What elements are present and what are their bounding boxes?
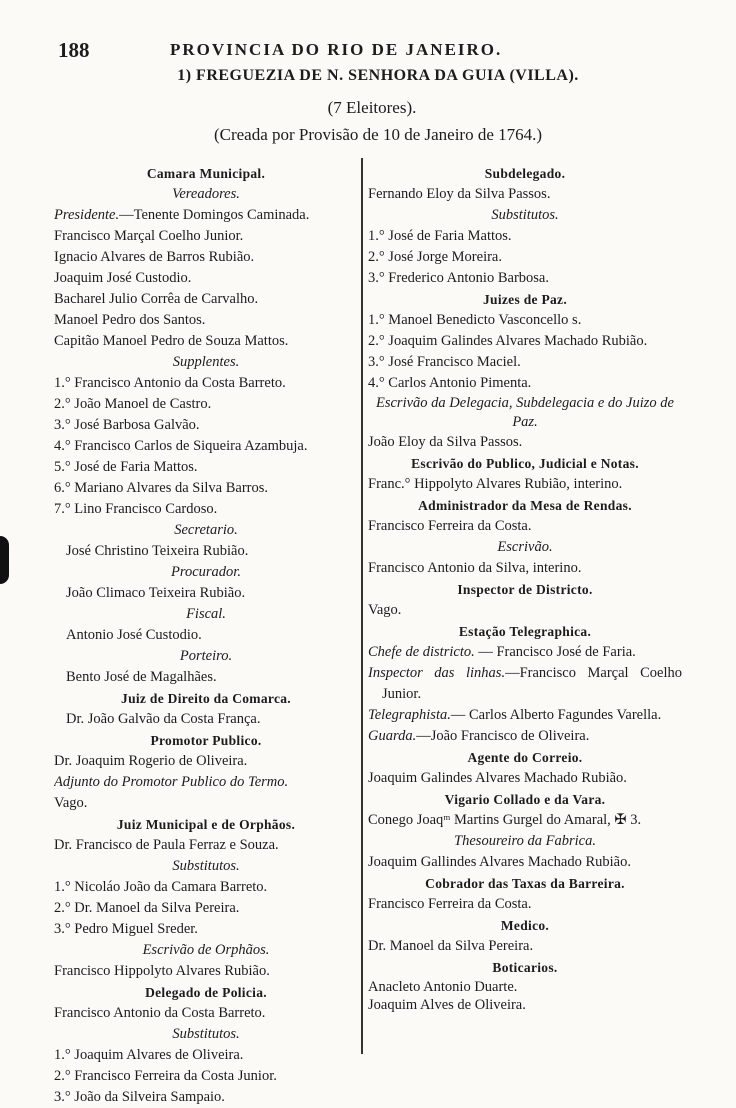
list-item: 2.° José Jorge Moreira.	[368, 249, 502, 265]
thesoureiro-name: Joaquim Gallindes Alvares Machado Rubião.	[368, 854, 631, 870]
secretario-title: Secretario.	[174, 522, 238, 538]
delegado-substitutos-title: Substitutos.	[172, 1026, 240, 1042]
telegraph-role: Inspector das linhas.	[368, 665, 506, 681]
administrador-name: Francisco Ferreira da Costa.	[368, 518, 532, 534]
list-item: 6.° Mariano Alvares da Silva Barros.	[54, 480, 268, 496]
escrivao-orphaos-title: Escrivão de Orphãos.	[142, 942, 270, 958]
escrivao-publico-title: Escrivão do Publico, Judicial e Notas.	[411, 456, 639, 471]
list-item: Manoel Pedro dos Santos.	[54, 312, 206, 328]
vereadores-title: Vereadores.	[172, 186, 240, 202]
telegraph-name: —João Francisco de Oliveira.	[416, 728, 590, 744]
list-item: 3.° Frederico Antonio Barbosa.	[368, 270, 549, 286]
telegraph-name: — Francisco José de Faria.	[474, 644, 636, 660]
list-item: Ignacio Alvares de Barros Rubião.	[54, 249, 255, 265]
list-item: 3.° Pedro Miguel Sreder.	[54, 921, 198, 937]
list-item: 2.° Dr. Manoel da Silva Pereira.	[54, 900, 240, 916]
promotor-title: Promotor Publico.	[150, 733, 262, 748]
cobrador-title: Cobrador das Taxas da Barreira.	[425, 876, 625, 891]
list-item: 2.° João Manoel de Castro.	[54, 396, 212, 412]
telegraph-entry	[368, 705, 682, 726]
delegado-title: Delegado de Policia.	[145, 985, 267, 1000]
juizes-paz-title: Juizes de Paz.	[482, 292, 568, 307]
list-item: Francisco Marçal Coelho Junior.	[54, 228, 244, 244]
agente-correio-name: Joaquim Galindes Alvares Machado Rubião.	[368, 770, 627, 786]
porteiro-title: Porteiro.	[179, 648, 233, 664]
telegraph-name: — Carlos Alberto Fagundes Varella.	[450, 707, 662, 723]
juiz-municipal-title: Juiz Municipal e de Orphãos.	[116, 817, 296, 832]
adjunto-title: Adjunto do Promotor Publico do Termo.	[54, 774, 289, 790]
agente-correio-title: Agente do Correio.	[467, 750, 583, 765]
page-number: 188	[58, 38, 90, 62]
telegraph-role: Chefe de districto.	[368, 644, 475, 660]
delegado-name: Francisco Antonio da Costa Barreto.	[54, 1005, 266, 1021]
camara-title: Camara Municipal.	[146, 166, 266, 181]
list-item: 7.° Lino Francisco Cardoso.	[54, 501, 218, 517]
list-item: Joaquim José Custodio.	[54, 270, 192, 286]
juiz-direito-name: Dr. João Galvão da Costa França.	[66, 711, 261, 727]
administrador-title: Administrador da Mesa de Rendas.	[418, 498, 632, 513]
escrivao-rendas-name: Francisco Antonio da Silva, interino.	[368, 560, 582, 576]
list-item: 3.° José Barbosa Galvão.	[54, 417, 200, 433]
juiz-direito-title: Juiz de Direito da Comarca.	[121, 691, 291, 706]
list-item: 1.° Francisco Antonio da Costa Barreto.	[54, 375, 286, 391]
telegraph-entry	[368, 663, 682, 705]
fiscal-title: Fiscal.	[186, 606, 226, 622]
presidente-line	[54, 205, 358, 226]
list-item: Capitão Manoel Pedro de Souza Mattos.	[54, 333, 289, 349]
subdelegado-title: Subdelegado.	[484, 166, 566, 181]
list-item: 2.° Francisco Ferreira da Costa Junior.	[54, 1068, 277, 1084]
left-column	[54, 163, 358, 1108]
telegraph-role: Telegraphista.	[368, 707, 451, 723]
escrivao-delegacia-title: Escrivão da Delegacia, Subdelegacia e do Juizo de Paz.	[376, 395, 674, 430]
presidente-name: —Tenente Domingos Caminada.	[119, 207, 310, 223]
telegraph-entry	[368, 726, 682, 747]
medico-name: Dr. Manoel da Silva Pereira.	[368, 938, 534, 954]
thesoureiro-title: Thesoureiro da Fabrica.	[454, 833, 596, 849]
escrivao-orphaos-name: Francisco Hippolyto Alvares Rubião.	[54, 963, 270, 979]
vigario-title: Vigario Collado e da Vara.	[444, 792, 606, 807]
list-item: Joaquim Alves de Oliveira.	[368, 997, 526, 1013]
right-column	[368, 163, 682, 1014]
cobrador-name: Francisco Ferreira da Costa.	[368, 896, 532, 912]
electors-count: (7 Eleitores).	[327, 98, 417, 117]
fiscal-name: Antonio José Custodio.	[66, 627, 202, 643]
substitutos-title: Substitutos.	[491, 207, 559, 223]
running-head: PROVINCIA DO RIO DE JANEIRO.	[170, 40, 503, 59]
porteiro-name: Bento José de Magalhães.	[66, 669, 217, 685]
list-item: 4.° Francisco Carlos de Siqueira Azambuja.	[54, 438, 308, 454]
medico-title: Medico.	[500, 918, 550, 933]
escrivao-delegacia-name: João Eloy da Silva Passos.	[368, 434, 523, 450]
boticarios-title: Boticarios.	[492, 960, 558, 975]
ink-blot	[0, 536, 9, 584]
presidente-label: Presidente.	[54, 207, 120, 223]
list-item: Bacharel Julio Corrêa de Carvalho.	[54, 291, 259, 307]
creation-note: (Creada por Provisão de 10 de Janeiro de 1764.)	[213, 125, 543, 144]
adjunto-name: Vago.	[54, 795, 88, 811]
inspector-title: Inspector de Districto.	[457, 582, 593, 597]
telegraph-role: Guarda.	[368, 728, 417, 744]
procurador-name: João Climaco Teixeira Rubião.	[66, 585, 246, 601]
list-item: 2.° Joaquim Galindes Alvares Machado Rubião.	[368, 333, 648, 349]
list-item: Anacleto Antonio Duarte.	[368, 979, 518, 995]
list-item: 1.° Nicoláo João da Camara Barreto.	[54, 879, 268, 895]
juiz-municipal-name: Dr. Francisco de Paula Ferraz e Souza.	[54, 837, 279, 853]
list-item: 3.° José Francisco Maciel.	[368, 354, 521, 370]
list-item: 4.° Carlos Antonio Pimenta.	[368, 375, 532, 391]
subdelegado-name: Fernando Eloy da Silva Passos.	[368, 186, 551, 202]
secretario-name: José Christino Teixeira Rubião.	[66, 543, 249, 559]
list-item: 5.° José de Faria Mattos.	[54, 459, 198, 475]
escrivao-rendas-title: Escrivão.	[497, 539, 553, 555]
supplentes-title: Supplentes.	[172, 354, 240, 370]
procurador-title: Procurador.	[171, 564, 241, 580]
telegraph-name: —Francisco Marçal Coelho Junior.	[382, 665, 682, 702]
list-item: 1.° Joaquim Alvares de Oliveira.	[54, 1047, 244, 1063]
column-divider	[361, 158, 363, 1054]
substitutos-title: Substitutos.	[172, 858, 240, 874]
inspector-name: Vago.	[368, 602, 402, 618]
telegraph-title: Estação Telegraphica.	[458, 624, 592, 639]
list-item: 3.° João da Silveira Sampaio.	[54, 1089, 225, 1105]
telegraph-entry	[368, 642, 682, 663]
promotor-name: Dr. Joaquim Rogerio de Oliveira.	[54, 753, 248, 769]
escrivao-publico-name: Franc.° Hippolyto Alvares Rubião, interino.	[368, 476, 623, 492]
list-item: 1.° José de Faria Mattos.	[368, 228, 512, 244]
section-title: 1) FREGUEZIA DE N. SENHORA DA GUIA (VILLA).	[177, 67, 579, 84]
vigario-name: Conego Joaqᵐ Martins Gurgel do Amaral, ✠ 3.	[368, 812, 642, 828]
list-item: 1.° Manoel Benedicto Vasconcello s.	[368, 312, 582, 328]
